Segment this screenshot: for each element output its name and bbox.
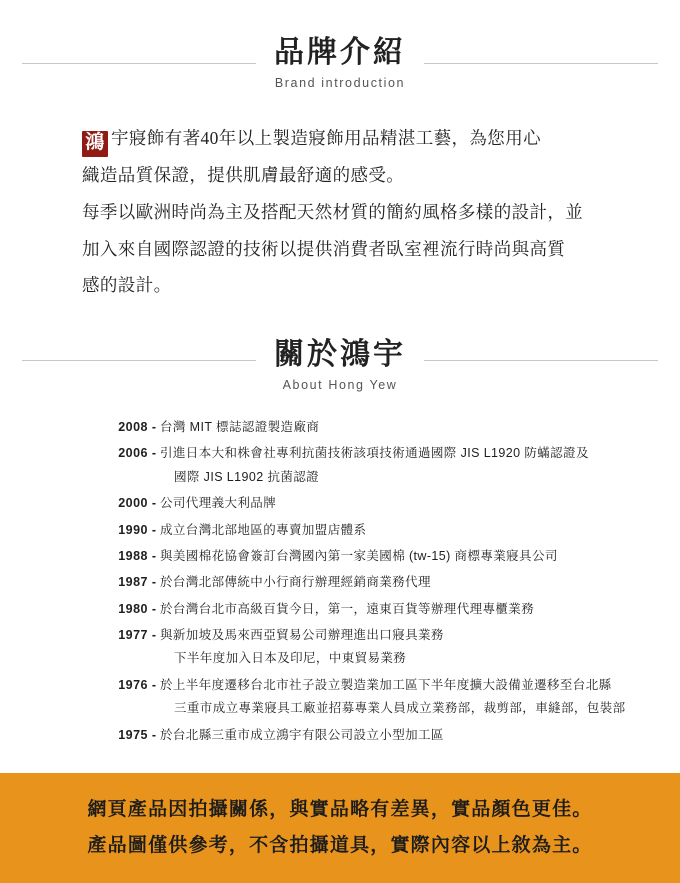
timeline-row-continued <box>92 468 640 487</box>
timeline-year: 1987 <box>118 575 148 590</box>
disclaimer-line-1: 網頁產品因拍攝關係，與實品略有差異，實品顏色更佳。 <box>87 798 593 820</box>
brand-logo-character: 鴻 <box>82 131 108 157</box>
about-rule-right <box>424 360 658 361</box>
brand-intro-paragraph <box>82 120 598 304</box>
timeline-year: 1977 <box>118 628 148 642</box>
timeline-year: 1980 <box>118 601 148 616</box>
timeline-row-continued <box>92 699 640 718</box>
timeline-row <box>92 573 640 592</box>
timeline-row <box>92 444 640 463</box>
heading-rule-left <box>22 63 256 64</box>
timeline-row <box>92 494 640 513</box>
about-heading <box>0 338 680 392</box>
timeline-dash: - <box>151 420 157 434</box>
timeline-row <box>92 626 640 645</box>
timeline-text: 於台灣北部傳統中小行商行辦理經銷商業務代理 <box>160 575 431 590</box>
timeline-text: 引進日本大和株會社專利抗菌技術該項技術通過國際 JIS L1920 防蟎認證及 <box>160 446 589 461</box>
timeline-year: 2008 <box>118 420 148 434</box>
timeline-row-continued <box>92 649 640 668</box>
timeline-row <box>92 547 640 566</box>
timeline-row <box>92 726 640 745</box>
about-title-en: About Hong Yew <box>282 378 398 392</box>
timeline-dash: - <box>151 548 157 563</box>
timeline-text: 公司代理義大利品牌 <box>160 496 277 511</box>
timeline-text: 成立台灣北部地區的專賣加盟店體系 <box>160 522 367 537</box>
top-spacer <box>0 0 680 36</box>
timeline-dash: - <box>151 727 157 742</box>
timeline-year: 1975 <box>118 727 148 742</box>
mid-spacer <box>0 304 680 338</box>
timeline-row <box>92 600 640 619</box>
timeline-year: 2000 <box>118 496 148 511</box>
brand-intro-line-5: 感的設計。 <box>82 275 172 296</box>
timeline-text-continued: 三重市成立專業寢具工廠並招募專業人員成立業務部，裁剪部，車縫部，包裝部 <box>174 701 626 716</box>
disclaimer-banner <box>0 773 680 883</box>
timeline-year: 1988 <box>118 548 148 563</box>
timeline-row <box>92 521 640 540</box>
timeline-year: 1990 <box>118 522 148 537</box>
brand-intro-line-2: 織造品質保證，提供肌膚最舒適的感受。 <box>82 165 405 185</box>
disclaimer-line-2: 產品圖僅供參考，不含拍攝道具，實際內容以上敘為主。 <box>87 835 593 856</box>
timeline-text: 與美國棉花協會簽訂台灣國內第一家美國棉 (tw-15) 商標專業寢具公司 <box>160 548 558 563</box>
company-timeline <box>40 418 640 745</box>
timeline-row <box>92 676 640 695</box>
timeline-dash: - <box>151 601 157 616</box>
brand-intro-line-4: 加入來自國際認證的技術以提供消費者臥室裡流行時尚與高質 <box>82 238 566 259</box>
brand-intro-line-3: 每季以歐洲時尚為主及搭配天然材質的簡約風格多樣的設計，並 <box>82 201 584 222</box>
timeline-dash: - <box>151 446 157 461</box>
brand-intro-text-1: 宇寢飾有著40年以上製造寢飾用品精湛工藝，為您用心 <box>111 128 541 148</box>
timeline-text-continued: 下半年度加入日本及印尼，中東貿易業務 <box>174 651 407 666</box>
timeline-dash: - <box>151 628 157 642</box>
brand-intro-title-en: Brand introduction <box>274 76 406 90</box>
timeline-dash: - <box>151 522 157 537</box>
timeline-text: 於上半年度遷移台北市社子設立製造業加工區下半年度擴大設備並遷移至台北縣 <box>160 677 612 692</box>
brand-intro-titles <box>256 36 424 90</box>
timeline-text: 於台灣台北市高級百貨今日，第一，遠東百貨等辦理代理專櫃業務 <box>160 601 535 616</box>
brand-intro-title-cn: 品牌介紹 <box>274 36 406 69</box>
timeline-dash: - <box>151 575 157 590</box>
brand-intro-line-1 <box>82 120 598 157</box>
timeline-text: 與新加坡及馬來西亞貿易公司辦理進出口寢具業務 <box>160 628 444 642</box>
timeline-text-continued: 國際 JIS L1902 抗菌認證 <box>174 469 320 484</box>
timeline-text: 於台北縣三重市成立鴻宇有限公司設立小型加工區 <box>160 727 444 742</box>
about-rule-left <box>22 360 256 361</box>
timeline-dash: - <box>151 677 157 692</box>
timeline-dash: - <box>151 496 157 511</box>
timeline-text: 台灣 MIT 標誌認證製造廠商 <box>160 420 320 434</box>
timeline-row <box>92 418 640 437</box>
about-title-cn: 關於鴻宇 <box>274 338 406 371</box>
timeline-year: 1976 <box>118 677 148 692</box>
heading-rule-right <box>424 63 658 64</box>
brand-intro-heading <box>0 36 680 90</box>
timeline-year: 2006 <box>118 446 148 461</box>
about-titles <box>256 338 424 392</box>
